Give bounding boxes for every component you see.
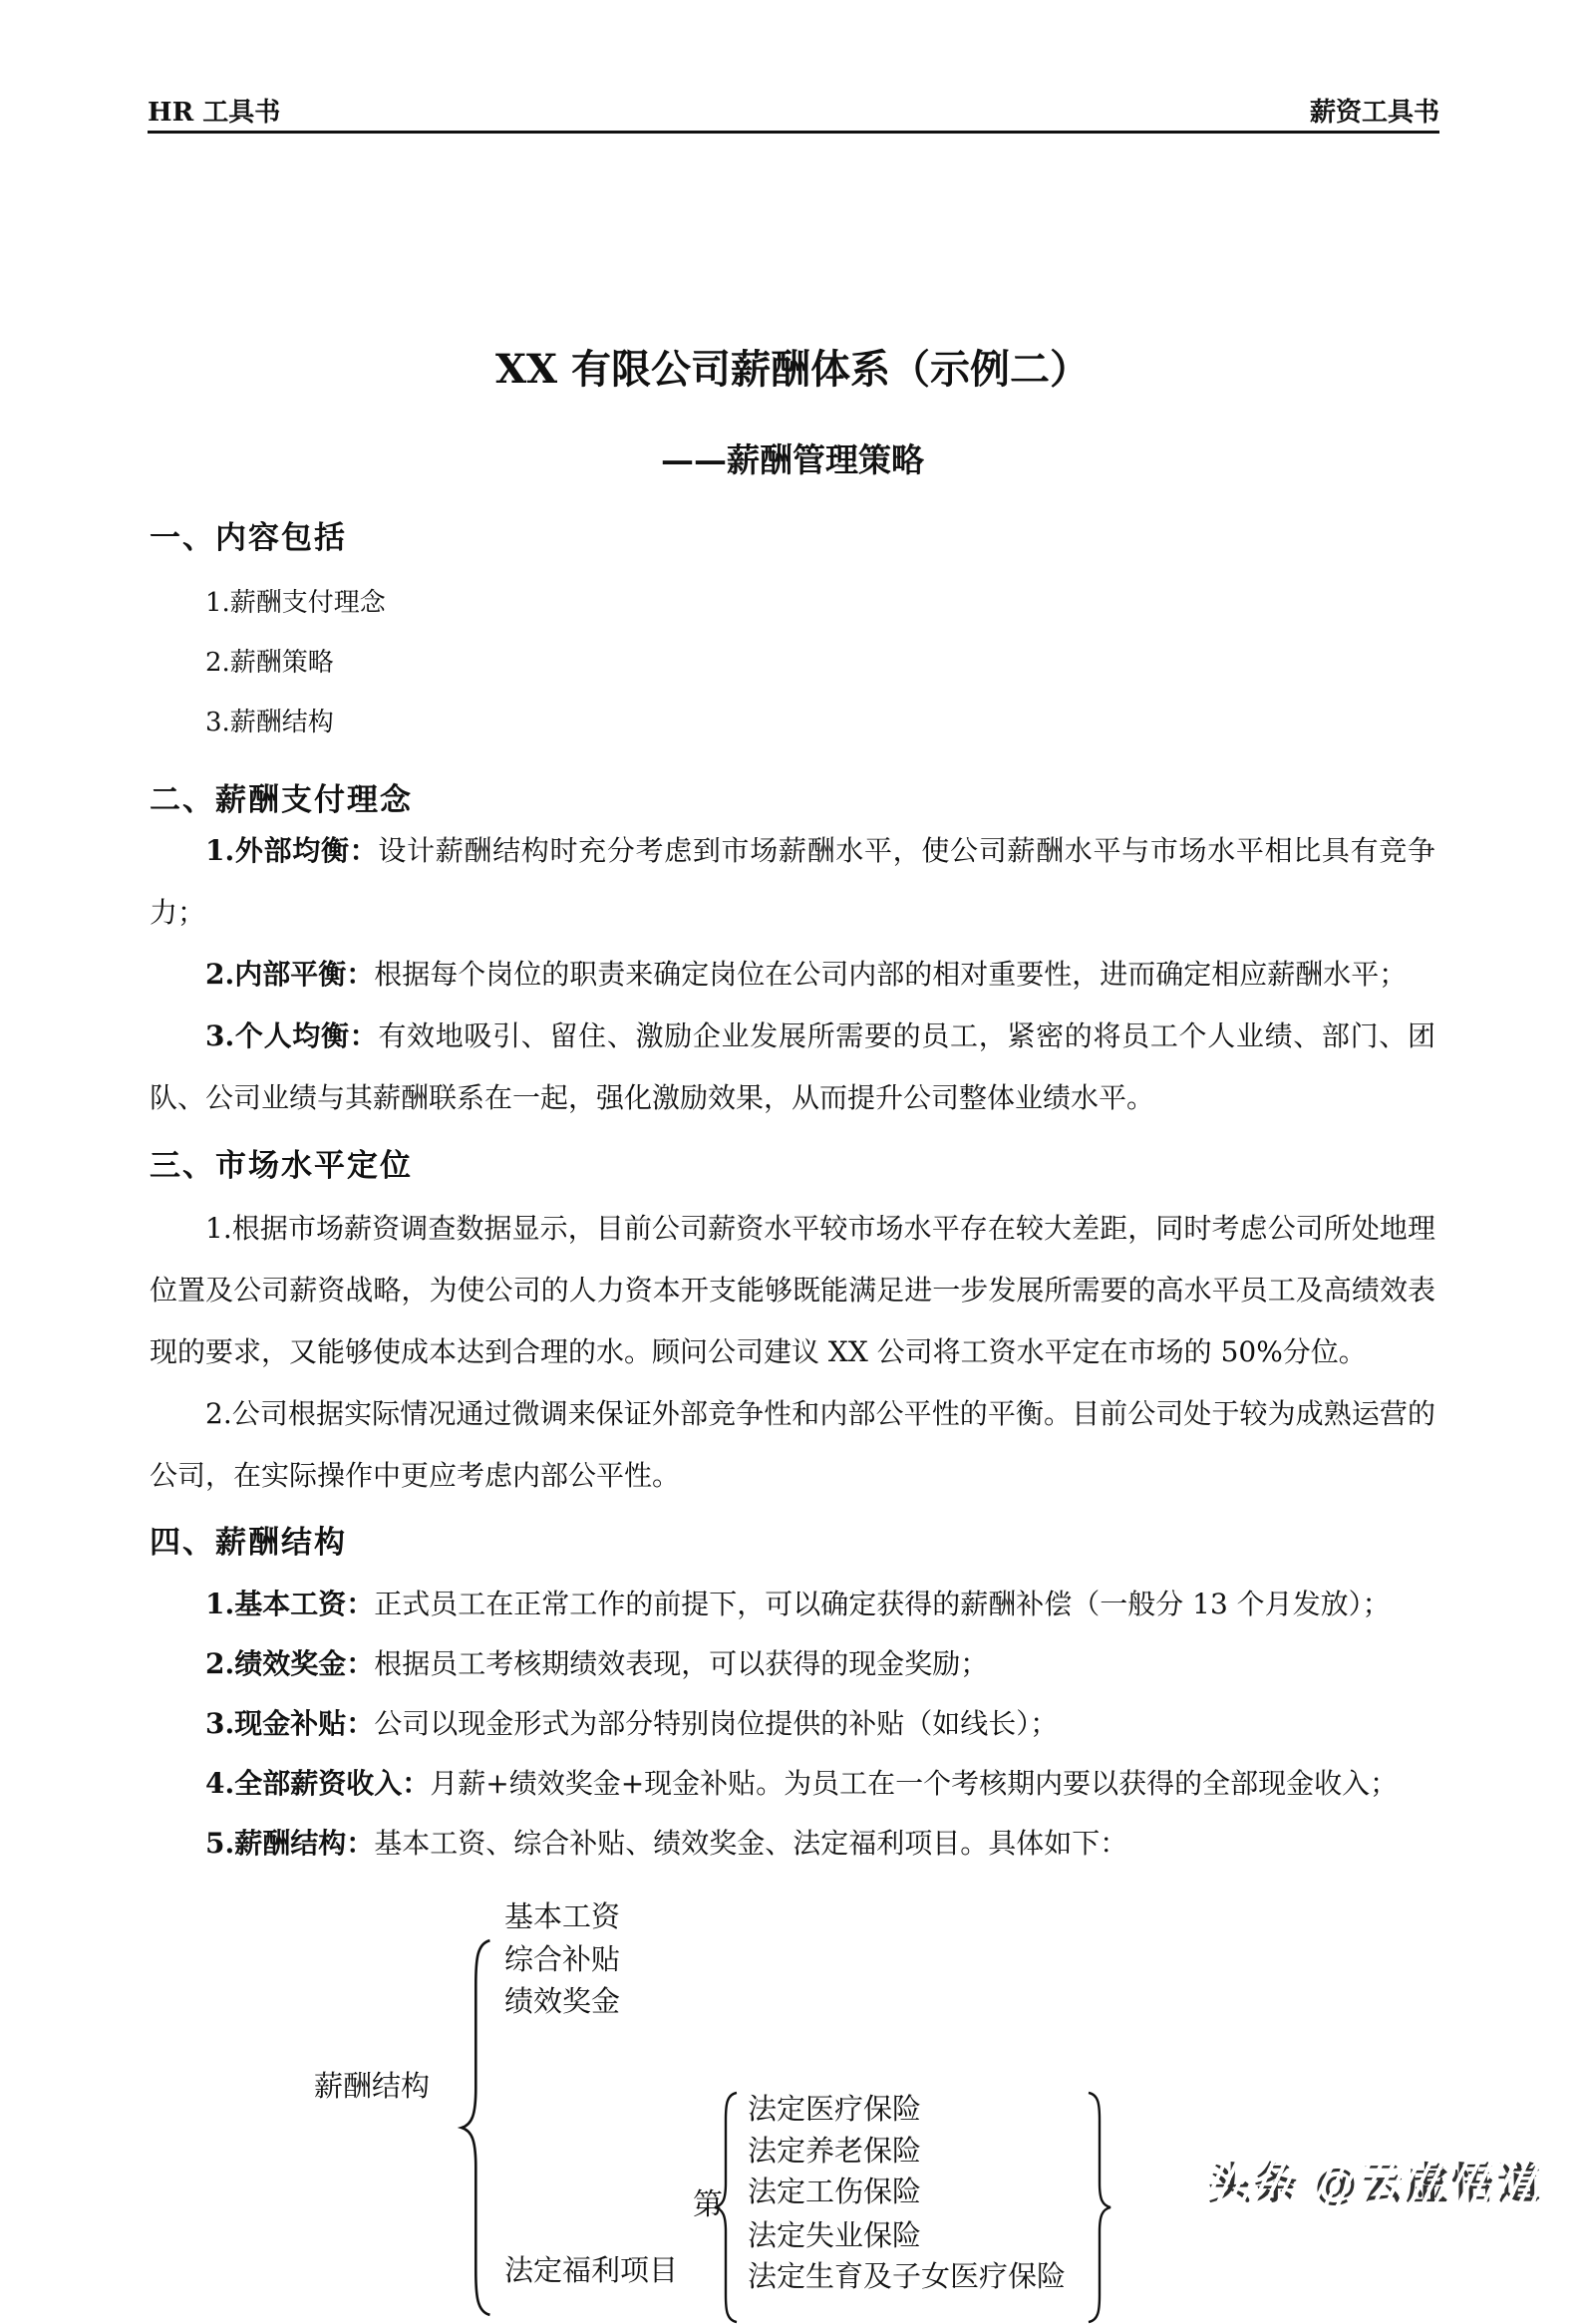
item-label: 3.现金补贴：: [205, 1707, 375, 1740]
diagram-component: 综合补贴: [504, 1942, 621, 1976]
item-text: 设计薪酬结构时充分考虑到市场薪酬水平，使公司薪酬水平与市场水平相比具有竞争力；: [150, 834, 1435, 929]
pay-philosophy-item: [150, 1006, 1435, 1129]
section-heading-pay-structure: 四、薪酬结构: [150, 1525, 347, 1561]
pay-structure-item: [150, 1754, 1435, 1814]
pay-structure-item: [150, 1814, 1435, 1874]
contents-item: 3.薪酬结构: [205, 708, 334, 737]
item-label: 4.全部薪资收入：: [205, 1767, 431, 1800]
item-text: 根据每个岗位的职责来确定岗位在公司内部的相对重要性，进而确定相应薪酬水平；: [374, 958, 1408, 991]
pay-philosophy-item: [150, 944, 1435, 1006]
diagram-benefits-label: 法定福利项目: [504, 2253, 679, 2287]
item-label: 1.基本工资：: [205, 1588, 375, 1620]
market-positioning-paragraph: 1.根据市场薪资调查数据显示，目前公司薪资水平较市场水平存在较大差距，同时考虑公司所处地理位置及公司薪资战略，为使公司的人力资本开支能够既能满足进一步发展所需要的高水平员工及高绩效表现的要求，又能够使成本达到合理的水。顾问公司建议 XX 公司将工资水平定在市场的 50%分位。: [150, 1212, 1435, 1368]
section-heading-pay-philosophy: 二、薪酬支付理念: [150, 782, 413, 818]
section-heading-market-positioning: 三、市场水平定位: [150, 1148, 413, 1184]
benefits-left-brace: [711, 2091, 739, 2324]
item-text: 基本工资、综合补贴、绩效奖金、法定福利项目。具体如下：: [374, 1827, 1128, 1860]
left-curly-brace-icon: [457, 1937, 492, 2318]
diagram-benefit-item: 法定工伤保险: [748, 2175, 922, 2208]
left-curly-brace-icon: [711, 2091, 739, 2324]
item-text: 正式员工在正常工作的前提下，可以确定获得的薪酬补偿（一般分 13 个月发放）；: [374, 1588, 1391, 1620]
diagram-stray-character: 第: [693, 2187, 723, 2222]
diagram-benefit-item: 法定失业保险: [748, 2218, 922, 2252]
item-text: 月薪+绩效奖金+现金补贴。为员工在一个考核期内要以获得的全部现金收入；: [430, 1767, 1399, 1800]
pay-structure-item: [150, 1575, 1435, 1634]
document-title: XX 有限公司薪酬体系（示例二）: [495, 346, 1090, 393]
item-text: 有效地吸引、留住、激励企业发展所需要的员工，紧密的将员工个人业绩、部门、团队、公司业绩与其薪酬联系在一起，强化激励效果，从而提升公司整体业绩水平。: [150, 1019, 1435, 1114]
diagram-root-label: 薪酬结构: [314, 2069, 431, 2103]
section-heading-contents: 一、内容包括: [150, 520, 347, 556]
diagram-component: 基本工资: [504, 1899, 621, 1933]
benefits-right-brace: [1087, 2091, 1114, 2324]
pay-philosophy-items: [150, 820, 1435, 1129]
contents-item: 1.薪酬支付理念: [205, 588, 386, 618]
outer-brace: [457, 1937, 492, 2318]
item-label: 5.薪酬结构：: [205, 1827, 375, 1860]
item-label: 1.外部均衡：: [205, 834, 379, 867]
header-left-title: HR 工具书: [148, 98, 281, 128]
diagram-benefit-item: 法定养老保险: [748, 2134, 922, 2168]
item-label: 2.内部平衡：: [205, 958, 375, 991]
pay-structure-item: [150, 1694, 1435, 1754]
item-text: 根据员工考核期绩效表现，可以获得的现金奖励；: [374, 1647, 989, 1680]
diagram-benefit-item: 法定生育及子女医疗保险: [748, 2259, 1067, 2293]
market-positioning-paragraphs: [150, 1198, 1435, 1507]
right-curly-brace-icon: [1087, 2091, 1114, 2324]
market-positioning-paragraph: 2.公司根据实际情况通过微调来保证外部竞争性和内部公平性的平衡。目前公司处于较为成熟运营的公司，在实际操作中更应考虑内部公平性。: [150, 1397, 1435, 1492]
item-label: 3.个人均衡：: [205, 1019, 379, 1052]
item-text: 公司以现金形式为部分特别岗位提供的补贴（如线长）；: [374, 1707, 1059, 1740]
item-label: 2.绩效奖金：: [205, 1647, 375, 1680]
toutiao-watermark: 头条 @云虚悟道: [1208, 2151, 1543, 2211]
pay-structure-items: [150, 1575, 1435, 1874]
pay-structure-diagram: [150, 1874, 1435, 2297]
diagram-component: 绩效奖金: [504, 1984, 621, 2018]
pay-structure-item: [150, 1634, 1435, 1694]
contents-list: [150, 573, 1435, 752]
diagram-benefit-item: 法定医疗保险: [748, 2092, 922, 2126]
document-body: [150, 0, 1435, 2297]
pay-philosophy-item: [150, 820, 1435, 944]
contents-item: 2.薪酬策略: [205, 648, 334, 678]
document-subtitle: ——薪酬管理策略: [661, 440, 924, 479]
header-right-title: 薪资工具书: [1309, 98, 1439, 128]
